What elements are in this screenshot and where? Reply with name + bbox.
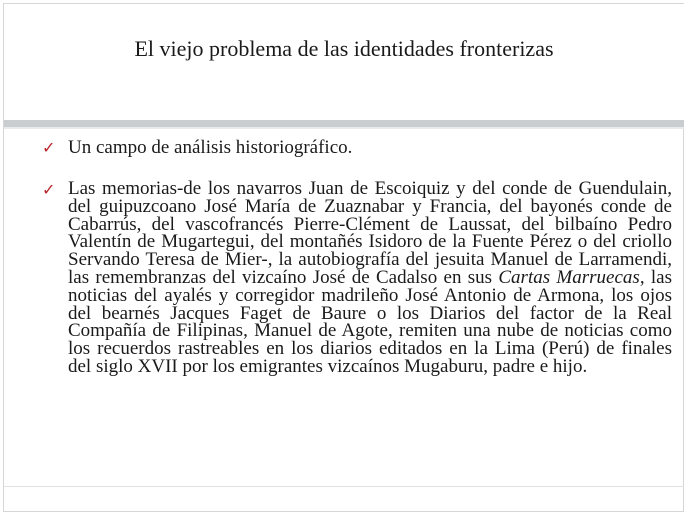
bullet-text-part: , las noticias del ayalés y corregidor madrileño José Antonio de Armona, los ojos del bearnés Jacques Faget de Baure o los Diarios del factor de la Real Compañía de Filipinas, Manuel de Agote, remiten una nube de noticias como los recuerdos rastreables en los diarios editados en la Lima (Perú) de finales del siglo XVII por los emigrantes vizcaínos Mugaburu, padre e hijo.: [68, 266, 672, 377]
title-divider-shadow: [4, 127, 684, 129]
book-title-italic: Cartas Marruecas: [498, 266, 640, 288]
bullet-text: [68, 180, 672, 376]
bullet-text-part: Las memorias-de los navarros Juan de Escoiquiz y del conde de Guendulain, del guipuzcoano José María de Zuaznabar y Francia, del bayonés conde de Cabarrús, del vascofrancés Pierre-Clément de Laussat, del bilbaíno Pedro Valentín de Mugartegui, del montañés Isidoro de la Fuente Pérez o del criollo Servando Teresa de Mier-, la autobiografía del jesuita Manuel de Larramendi, las remembranzas del vizcaíno José de Cadalso en sus: [68, 178, 672, 288]
bullet-item: [42, 180, 672, 376]
bullet-item: [42, 135, 672, 161]
checkmark-icon: ✓: [42, 138, 56, 157]
slide-title: El viejo problema de las identidades fronterizas: [134, 36, 554, 61]
slide-content: [42, 135, 672, 376]
footer-divider: [4, 486, 684, 487]
checkmark-icon: ✓: [42, 180, 56, 199]
title-area: [4, 4, 684, 120]
title-divider: [4, 120, 684, 127]
bullet-text: Un campo de análisis historiográfico.: [68, 137, 353, 158]
